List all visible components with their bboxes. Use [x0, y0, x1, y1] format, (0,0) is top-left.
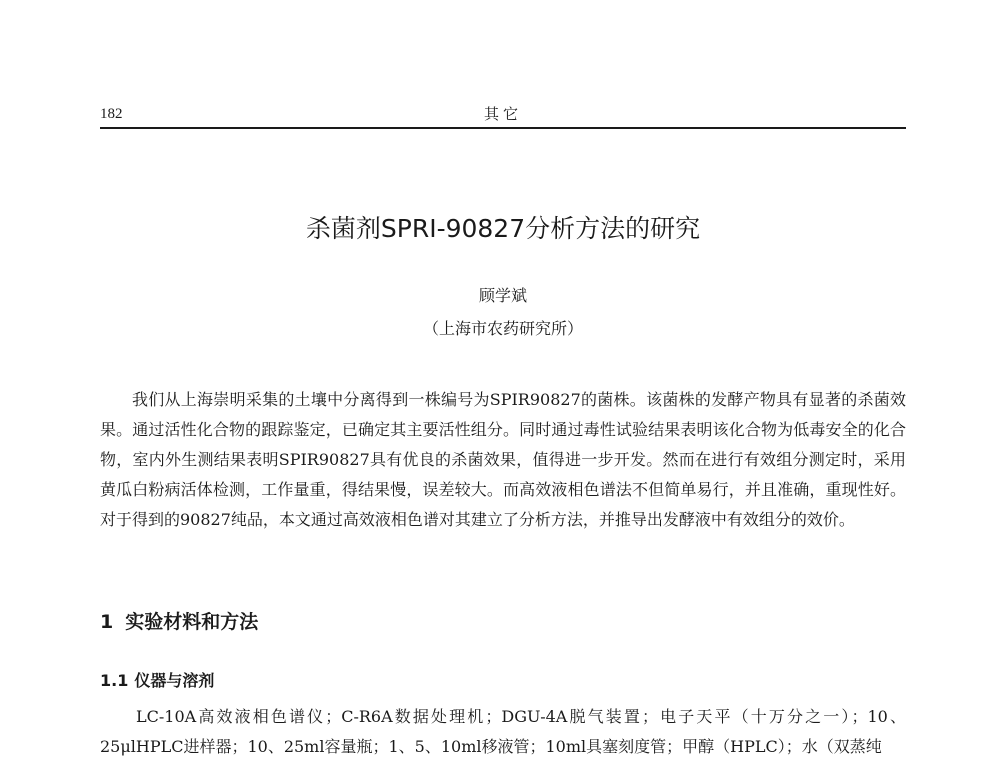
running-section-name: 其它: [483, 105, 522, 123]
page-number: 182: [100, 106, 123, 122]
intro-paragraph: 我们从上海崇明采集的土壤中分离得到一株编号为SPIR90827的菌株。该菌株的发酵产物具有显著的杀菌效果。通过活性化合物的跟踪鉴定，已确定其主要活性组分。同时通过毒性试验结果表明该化合物为低毒安全的化合物，室内外生测结果表明SPIR90827具有优良的杀菌效果，值得进一步开发。然而在进行有效组分测定时，采用黄瓜白粉病活体检测，工作量重，得结果慢，误差较大。而高效液相色谱法不但简单易行，并且准确，重现性好。对于得到的90827纯品，本文通过高效液相色谱对其建立了分析方法，并推导出发酵液中有效组分的效价。: [100, 390, 906, 529]
section-number: 1: [100, 611, 114, 633]
header-rule: [100, 127, 906, 129]
author-affiliation: （上海市农药研究所）: [422, 319, 583, 338]
section-heading: [100, 609, 258, 635]
instruments-paragraph: LC-10A高效液相色谱仪；C-R6A数据处理机；DGU-4A脱气装置；电子天平（十万分之一）；10、25μlHPLC进样器；10、25ml容量瓶；1、5、10ml移液管；10ml具塞刻度管；甲醇（HPLC）；水（双蒸纯: [100, 707, 906, 756]
subsection-number: 1.1: [100, 671, 129, 690]
running-header: [100, 103, 906, 129]
section-title: 实验材料和方法: [125, 611, 259, 633]
article-title: 杀菌剂SPRI-90827分析方法的研究: [305, 214, 701, 243]
subsection-heading: [100, 670, 214, 692]
subsection-title: 仪器与溶剂: [134, 671, 215, 690]
author-name: 顾学斌: [478, 286, 527, 305]
